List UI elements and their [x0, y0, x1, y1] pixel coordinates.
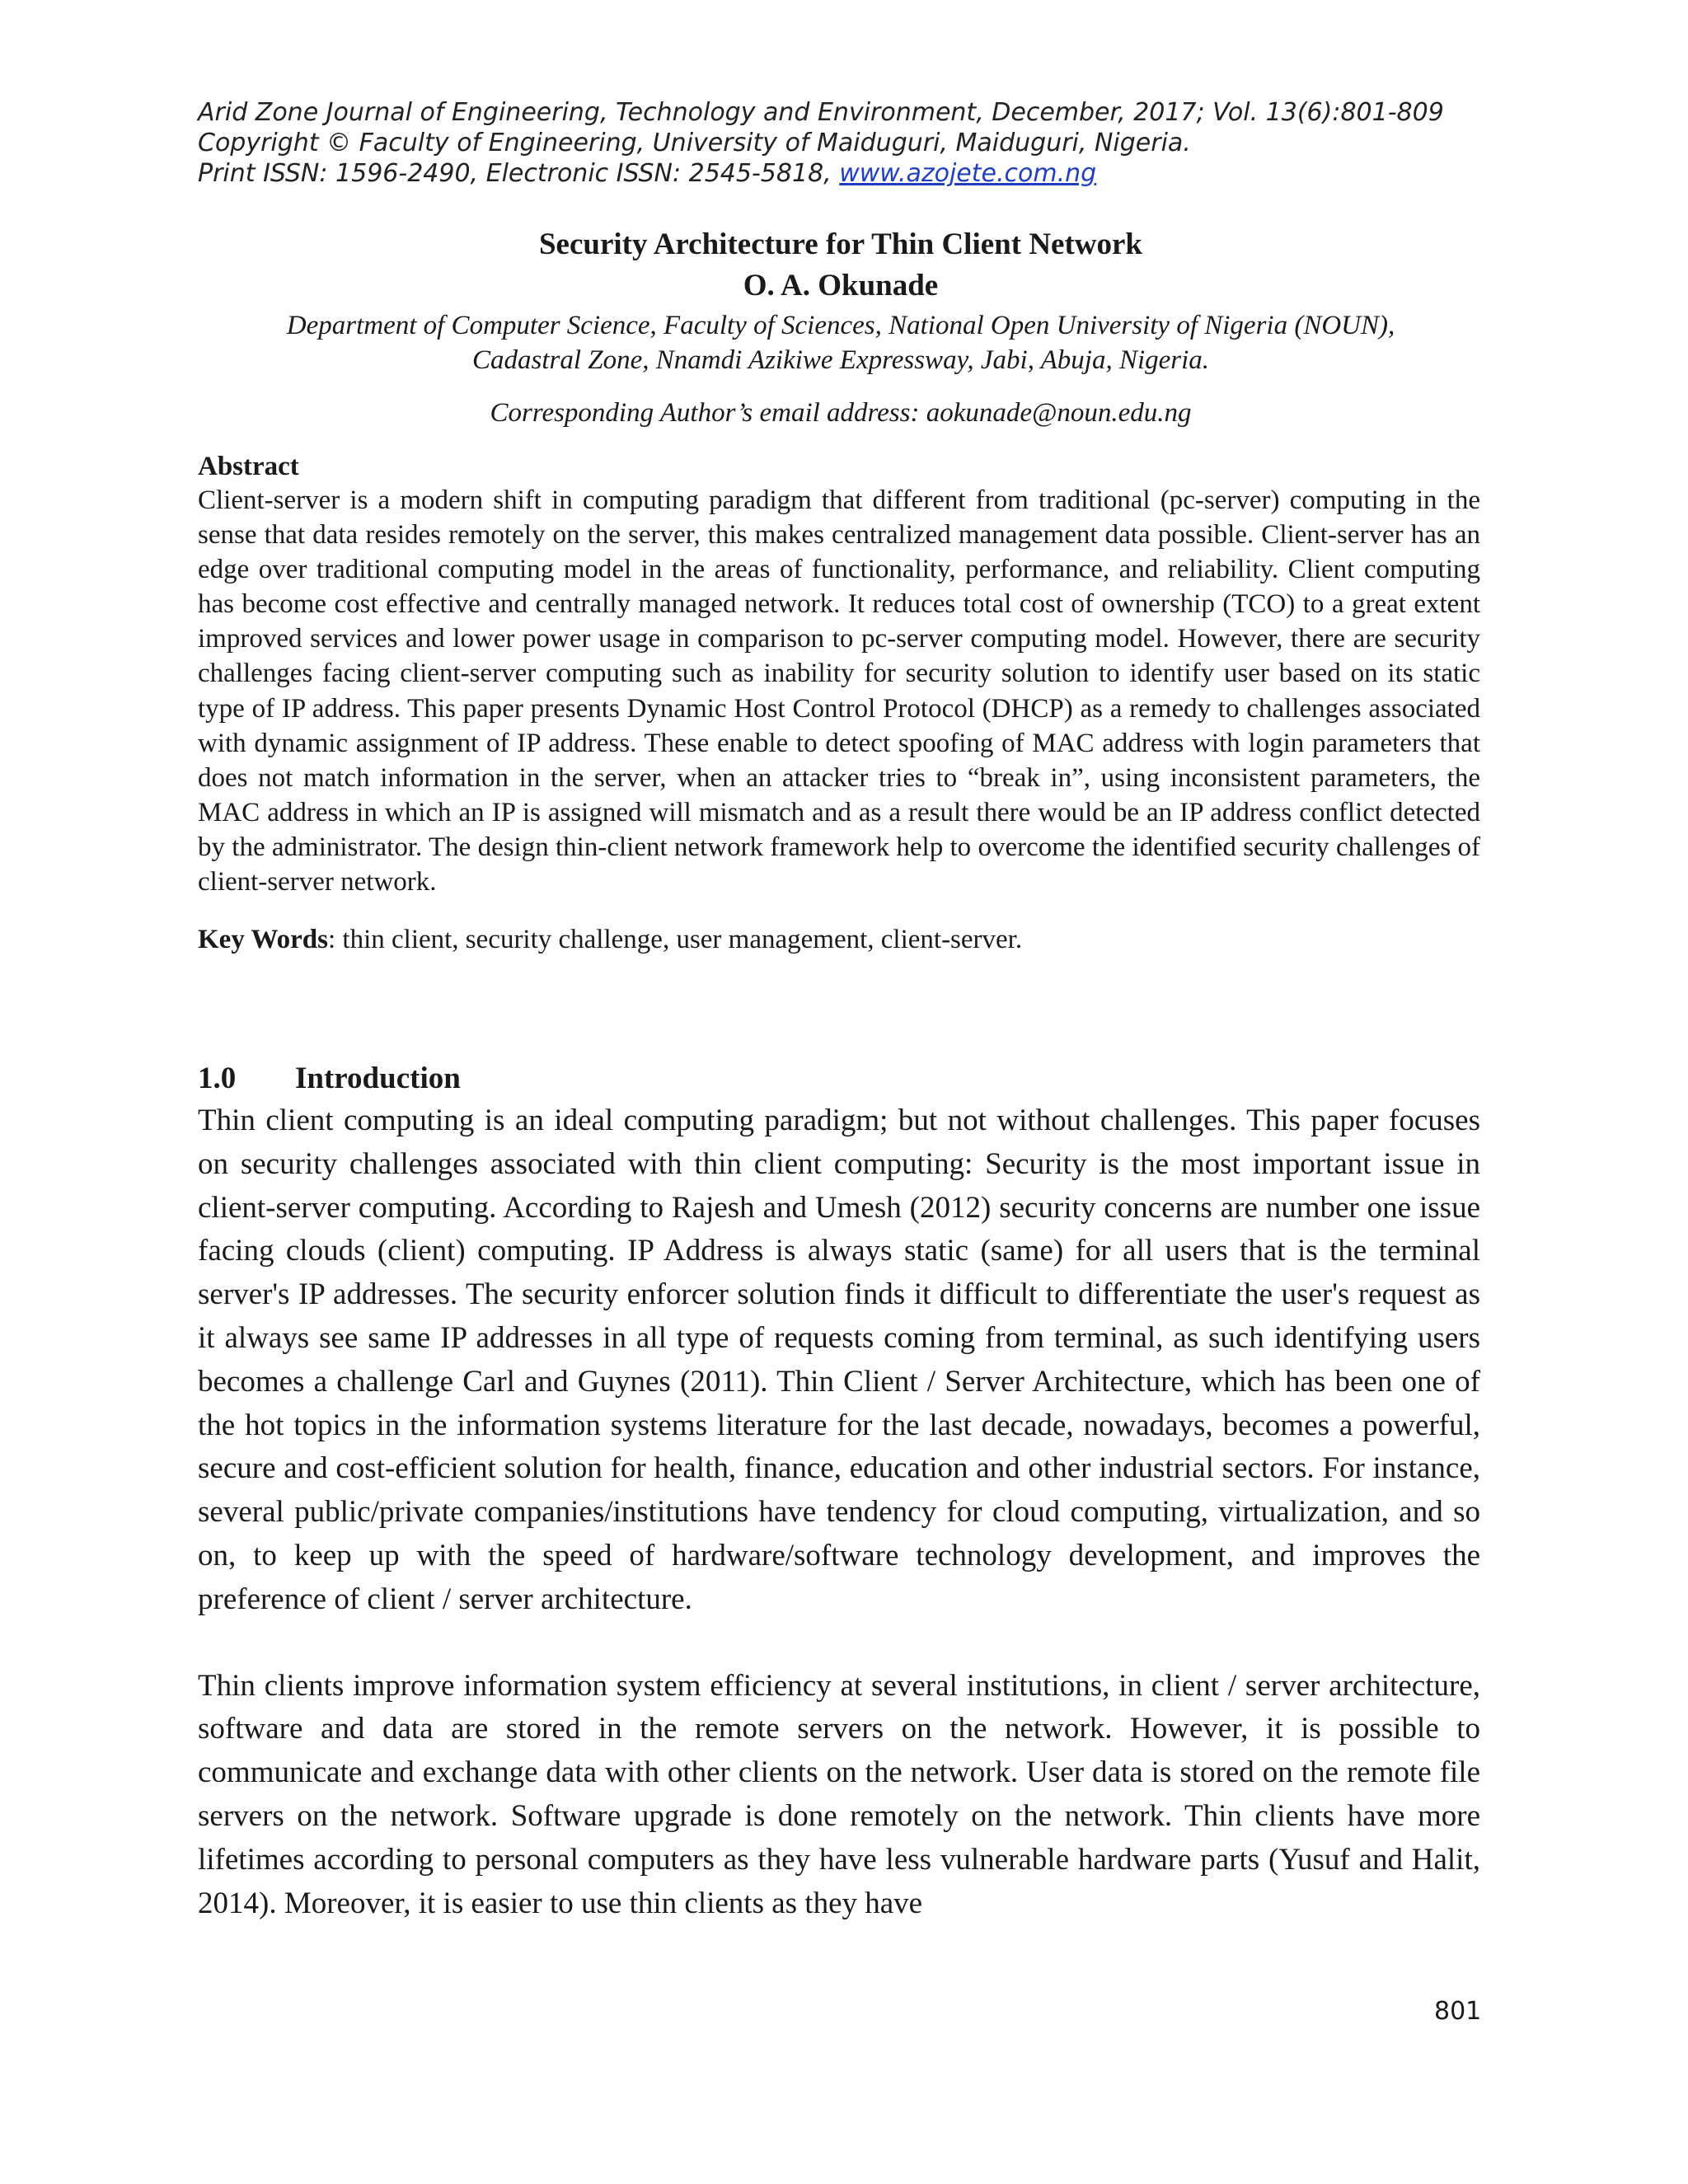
introduction-paragraph-2: Thin clients improve information system efficiency at several institutions, in client / server architecture, software and data are stored in the remote servers on the network. However, it is possible to communicate and exchange data with other clients on the network. User data is stored on the remote file servers on the network. Software upgrade is done remotely on the network. Thin clients have more lifetimes according to personal computers as they have less vulnerable hardware parts (Yusuf and Halit, 2014). Moreover, it is easier to use thin clients as they have	[198, 1668, 1480, 1920]
author-affiliation	[198, 308, 1484, 377]
keywords-list: : thin client, security challenge, user management, client-server.	[328, 925, 1023, 955]
journal-citation: Arid Zone Journal of Engineering, Technology and Environment, December, 2017; Vol. 13(6):801-809	[198, 98, 1444, 127]
introduction-section	[198, 1058, 1480, 1925]
journal-issn	[198, 158, 1517, 189]
paper-title: Security Architecture for Thin Client Network	[538, 227, 1143, 261]
section-title: Introduction	[295, 1062, 461, 1095]
keywords	[198, 922, 1480, 957]
title-block	[198, 224, 1484, 430]
journal-header	[198, 97, 1517, 189]
keywords-label: Key Words	[198, 925, 328, 955]
journal-website-link[interactable]: www.azojete.com.ng	[839, 159, 1097, 188]
abstract-section	[198, 450, 1480, 957]
section-heading-introduction	[198, 1058, 1480, 1099]
author-name: O. A. Okunade	[743, 269, 939, 302]
journal-issn-text: Print ISSN: 1596-2490, Electronic ISSN: 2545-5818,	[198, 159, 840, 188]
journal-copyright: Copyright © Faculty of Engineering, University of Maiduguri, Maiduguri, Nigeria.	[198, 129, 1191, 157]
page-number: 801	[1434, 1997, 1482, 2026]
section-number: 1.0	[198, 1062, 237, 1095]
affiliation-line-1: Department of Computer Science, Faculty of Sciences, National Open University of Nigeria (NOUN),	[286, 311, 1395, 340]
corresponding-email: Corresponding Author’s email address: aokunade@noun.edu.ng	[490, 398, 1192, 428]
introduction-paragraph-1: Thin client computing is an ideal computing paradigm; but not without challenges. This paper focuses on security challenges associated with thin client computing: Security is the most important issue in client-server computing. According to Rajesh and Umesh (2012) security concerns are number one issue facing clouds (client) computing. IP Address is always static (same) for all users that is the terminal server's IP addresses. The security enforcer solution finds it difficult to differentiate the user's request as it always see same IP addresses in all type of requests coming from terminal, as such identifying users becomes a challenge Carl and Guynes (2011). Thin Client / Server Architecture, which has been one of the hot topics in the information systems literature for the last decade, nowadays, becomes a powerful, secure and cost-efficient solution for health, finance, education and other industrial sectors. For instance, several public/private companies/institutions have tendency for cloud computing, virtualization, and so on, to keep up with the speed of hardware/software technology development, and improves the preference of client / server architecture.	[198, 1104, 1480, 1616]
abstract-body: Client-server is a modern shift in computing paradigm that different from traditional (pc-server) computing in the sense that data resides remotely on the server, this makes centralized management data possible. Client-server has an edge over traditional computing model in the areas of functionality, performance, and reliability. Client computing has become cost effective and centrally managed network. It reduces total cost of ownership (TCO) to a great extent improved services and lower power usage in comparison to pc-server computing model. However, there are security challenges facing client-server computing such as inability for security solution to identify user based on its static type of IP address. This paper presents Dynamic Host Control Protocol (DHCP) as a remedy to challenges associated with dynamic assignment of IP address. These enable to detect spoofing of MAC address with login parameters that does not match information in the server, when an attacker tries to “break in”, using inconsistent parameters, the MAC address in which an IP is assigned will mismatch and as a result there would be an IP address conflict detected by the administrator. The design thin-client network framework help to overcome the identified security challenges of client-server network.	[198, 485, 1480, 898]
affiliation-line-2: Cadastral Zone, Nnamdi Azikiwe Expressway, Jabi, Abuja, Nigeria.	[471, 345, 1210, 375]
abstract-heading: Abstract	[198, 452, 299, 481]
